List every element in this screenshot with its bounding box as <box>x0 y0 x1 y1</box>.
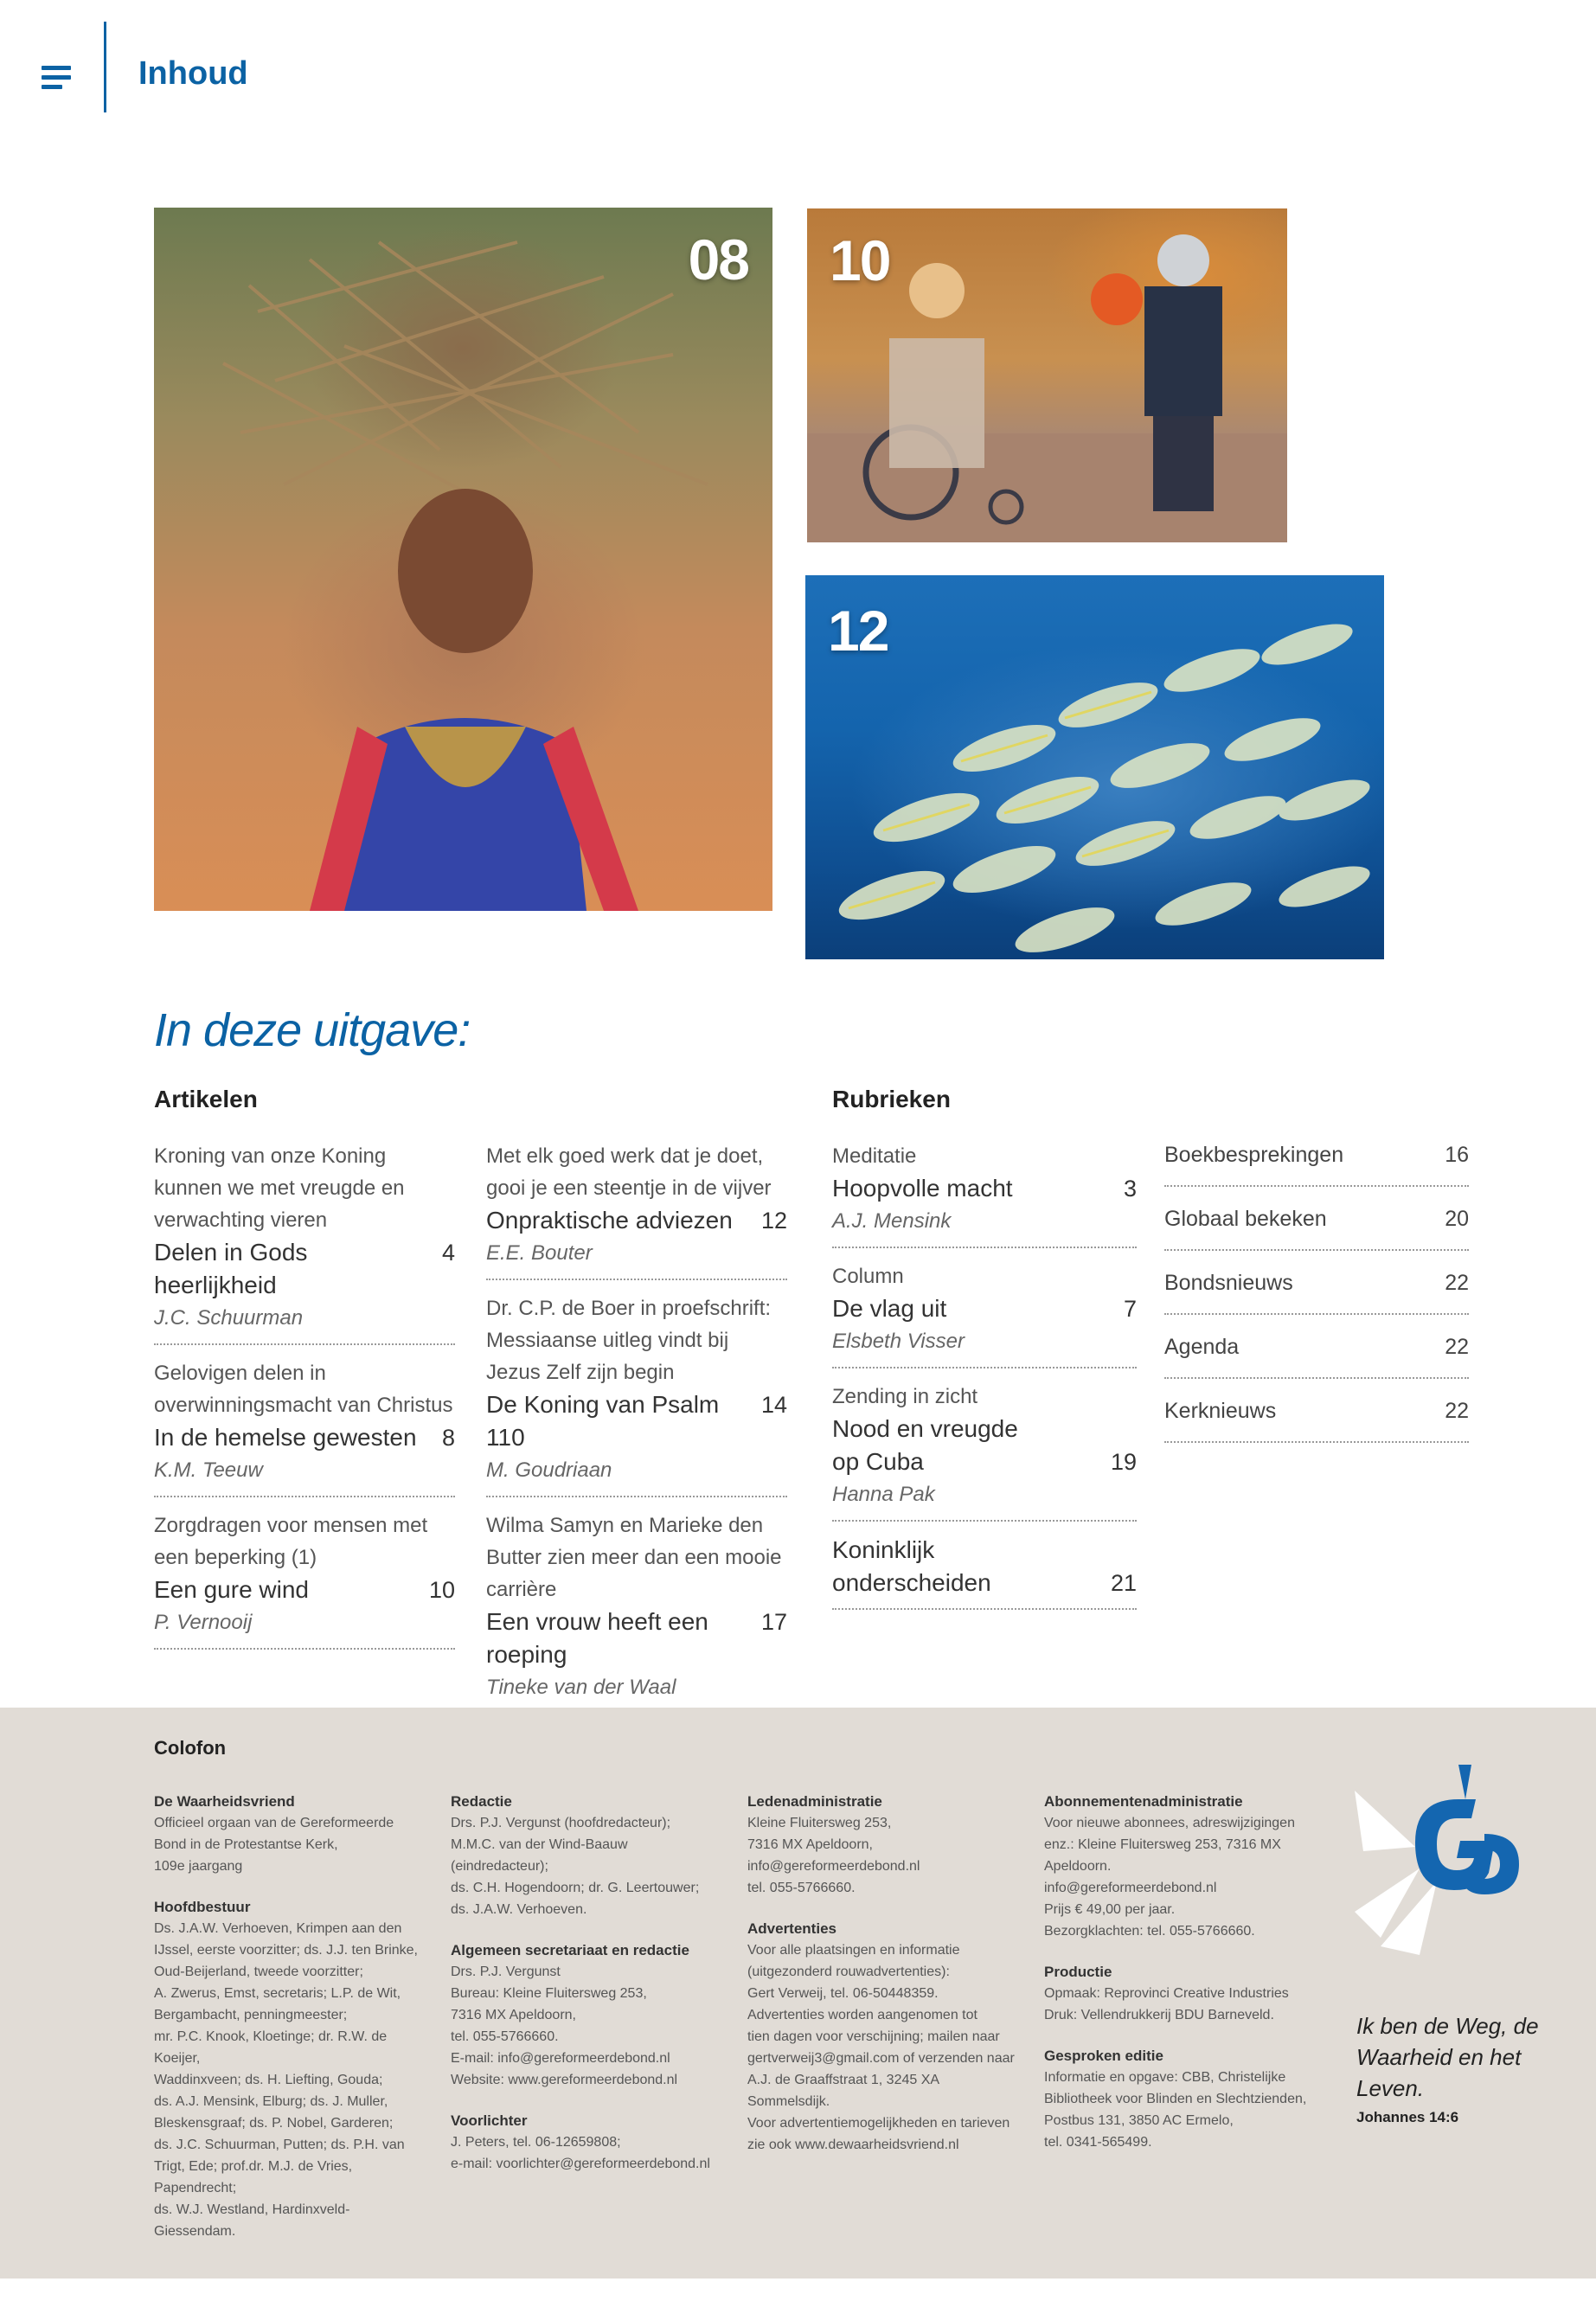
colofon-line: info@gereformeerdebond.nl <box>1044 1881 1217 1895</box>
colofon-block-heading: Hoofdbestuur <box>154 1899 251 1915</box>
entry-page: 14 <box>760 1392 787 1418</box>
colofon-line: Prijs € 49,00 per jaar. <box>1044 1902 1176 1917</box>
entry-intro: Column <box>832 1265 904 1288</box>
page-title: Inhoud <box>138 55 248 92</box>
colofon-line: Voor nieuwe abonnees, adreswijzigingen <box>1044 1816 1295 1830</box>
colofon-line: M.M.C. van der Wind-Baauw (eindredacteur); <box>451 1837 628 1874</box>
page-number-label: 12 <box>828 599 888 663</box>
colofon-line: 7316 MX Apeldoorn, <box>451 2008 576 2022</box>
toc-entry[interactable] <box>486 1509 787 1715</box>
entry-title: Een gure wind <box>154 1576 310 1603</box>
colofon-line: Trigt, Ede; prof.dr. M.J. de Vries, Papendrecht; <box>154 2159 353 2195</box>
colofon-block <box>154 1791 431 1877</box>
colofon-line: Bleskensgraaf; ds. P. Nobel, Garderen; <box>154 2116 394 2131</box>
colofon-line: Bond in de Protestantse Kerk, <box>154 1837 338 1852</box>
colofon-line: tel. 0341-565499. <box>1044 2135 1152 2150</box>
colofon-title: Colofon <box>154 1737 227 1759</box>
entry-title: Koninklijk onderscheiden <box>832 1536 991 1596</box>
colofon-line: ds. C.H. Hogendoorn; dr. G. Leertouwer; <box>451 1881 700 1895</box>
colofon-block <box>1044 1791 1321 1942</box>
entry-page: 22 <box>1445 1271 1469 1295</box>
entry-title: Delen in Gods heerlijkheid <box>154 1239 308 1298</box>
toc-entry[interactable] <box>832 1534 1137 1610</box>
colofon-line: Bureau: Kleine Fluitersweg 253, <box>451 1986 647 2001</box>
entry-intro: Zorgdragen voor mensen met een beperking (1) <box>154 1514 428 1569</box>
colofon-line: zie ook www.dewaarheidsvriend.nl <box>747 2138 959 2152</box>
page-number-label: 10 <box>830 228 890 292</box>
colofon-line: Officieel orgaan van de Gereformeerde <box>154 1816 394 1830</box>
photo-school-of-fish <box>805 575 1384 959</box>
colofon-block-heading: Voorlichter <box>451 2112 528 2129</box>
colofon-block <box>747 1791 1024 1899</box>
bible-quote-reference: Johannes 14:6 <box>1356 2109 1459 2125</box>
toc-entry[interactable] <box>154 1140 455 1345</box>
article-photo-tile-12[interactable] <box>805 575 1384 959</box>
colofon-panel <box>0 1708 1596 2279</box>
toc-entry[interactable] <box>486 1140 787 1280</box>
entry-page: 21 <box>1110 1570 1137 1596</box>
colofon-line: (uitgezonderd rouwadvertenties): <box>747 1965 950 1979</box>
colofon-line: Waddinxveen; ds. H. Liefting, Gouda; <box>154 2073 383 2087</box>
colofon-block <box>1044 2045 1321 2153</box>
colofon-line: Ds. J.A.W. Verhoeven, Krimpen aan den <box>154 1921 402 1936</box>
entry-title: Agenda <box>1164 1335 1240 1359</box>
entry-title: De vlag uit <box>832 1295 947 1322</box>
toc-entry[interactable] <box>832 1140 1137 1248</box>
colofon-block <box>154 1896 431 2242</box>
photo-girl-carrying-firewood <box>154 208 772 911</box>
colofon-column-1 <box>154 1791 431 2261</box>
article-photo-tile-08[interactable] <box>154 208 772 911</box>
colofon-line: mr. P.C. Knook, Kloetinge; dr. R.W. de Koeijer, <box>154 2029 388 2066</box>
entry-intro: Zending in zicht <box>832 1385 978 1408</box>
colofon-line: ds. W.J. Westland, Hardinxveld-Giessendam. <box>154 2202 350 2239</box>
toc-entry[interactable] <box>832 1381 1137 1522</box>
colofon-line: IJssel, eerste voorzitter; ds. J.J. ten Brinke, <box>154 1943 418 1958</box>
colofon-line: Postbus 131, 3850 AC Ermelo, <box>1044 2113 1234 2128</box>
toc-entry[interactable] <box>1164 1268 1469 1315</box>
colofon-line: ds. J.A.W. Verhoeven. <box>451 1902 587 1917</box>
colofon-block <box>1044 1961 1321 2026</box>
section-heading-rubrieken: Rubrieken <box>832 1086 951 1112</box>
toc-entry[interactable] <box>486 1292 787 1497</box>
colofon-block <box>451 1939 727 2091</box>
colofon-block-heading: Algemeen secretariaat en redactie <box>451 1942 689 1958</box>
entry-page: 10 <box>428 1577 455 1603</box>
entry-intro: Gelovigen delen in overwinningsmacht van Christus <box>154 1362 453 1417</box>
colofon-block <box>451 2110 727 2175</box>
entry-author: Elsbeth Visser <box>832 1330 965 1353</box>
colofon-line: info@gereformeerdebond.nl <box>747 1859 920 1874</box>
colofon-line: Advertenties worden aangenomen tot <box>747 2008 977 2022</box>
entry-author: Tineke van der Waal <box>486 1676 676 1699</box>
entry-intro: Dr. C.P. de Boer in proefschrift: Messiaanse uitleg vindt bij Jezus Zelf zijn begin <box>486 1297 772 1384</box>
colofon-line: Bergambacht, penningmeester; <box>154 2008 348 2022</box>
entry-page: 17 <box>760 1609 787 1635</box>
colofon-block <box>451 1791 727 1920</box>
article-photo-tile-10[interactable] <box>807 208 1287 542</box>
colofon-block-heading: Abonnementenadministratie <box>1044 1793 1243 1810</box>
section-heading-artikelen: Artikelen <box>154 1086 258 1112</box>
colofon-block-heading: De Waarheidsvriend <box>154 1793 295 1810</box>
colofon-line: Voor advertentiemogelijkheden en tarieven <box>747 2116 1010 2131</box>
entry-author: E.E. Bouter <box>486 1241 593 1265</box>
colofon-line: Bibliotheek voor Blinden en Slechtzienden, <box>1044 2092 1307 2106</box>
entry-title: Globaal bekeken <box>1164 1207 1327 1231</box>
toc-entry[interactable] <box>1164 1140 1469 1187</box>
entry-title: Boekbesprekingen <box>1164 1143 1344 1167</box>
entry-page: 22 <box>1445 1399 1469 1423</box>
colofon-line: gertverweij3@gmail.com of verzenden naar <box>747 2051 1015 2066</box>
entry-title: In de hemelse gewesten <box>154 1424 417 1451</box>
gereformeerde-bond-logo-icon <box>1355 1765 1528 1955</box>
colofon-line: e-mail: voorlichter@gereformeerdebond.nl <box>451 2157 710 2171</box>
colofon-line: Drs. P.J. Vergunst (hoofdredacteur); <box>451 1816 671 1830</box>
issue-heading: In deze uitgave: <box>154 1004 471 1056</box>
entry-title: Onpraktische adviezen <box>486 1207 733 1234</box>
colofon-line: 7316 MX Apeldoorn, <box>747 1837 873 1852</box>
colofon-line: tel. 055-5766660. <box>451 2029 559 2044</box>
colofon-line: Bezorgklachten: tel. 055-5766660. <box>1044 1924 1255 1939</box>
colofon-column-3 <box>747 1791 1024 2175</box>
rubrieken-column-1 <box>832 1140 1137 1622</box>
colofon-line: tel. 055-5766660. <box>747 1881 856 1895</box>
colofon-line: Drs. P.J. Vergunst <box>451 1965 561 1979</box>
entry-author: J.C. Schuurman <box>154 1306 304 1330</box>
colofon-block-heading: Ledenadministratie <box>747 1793 882 1810</box>
hamburger-menu-icon[interactable] <box>42 66 73 90</box>
colofon-line: Apeldoorn. <box>1044 1859 1112 1874</box>
toc-entry[interactable] <box>154 1509 455 1650</box>
entry-author: M. Goudriaan <box>486 1458 612 1482</box>
colofon-line: ds. A.J. Mensink, Elburg; ds. J. Muller, <box>154 2094 388 2109</box>
colofon-line: J. Peters, tel. 06-12659808; <box>451 2135 621 2150</box>
colofon-block-heading: Productie <box>1044 1964 1112 1980</box>
colofon-line: Website: www.gereformeerdebond.nl <box>451 2073 678 2087</box>
entry-author: A.J. Mensink <box>832 1209 952 1233</box>
entry-title: Bondsnieuws <box>1164 1271 1293 1295</box>
toc-entry[interactable] <box>832 1260 1137 1368</box>
entry-page: 3 <box>1123 1176 1137 1202</box>
artikelen-column-1 <box>154 1140 455 1662</box>
colofon-line: Opmaak: Reprovinci Creative Industries <box>1044 1986 1289 2001</box>
toc-entry[interactable] <box>1164 1332 1469 1379</box>
entry-page: 8 <box>441 1425 455 1451</box>
colofon-block <box>747 1918 1024 2156</box>
colofon-line: enz.: Kleine Fluitersweg 253, 7316 MX <box>1044 1837 1281 1852</box>
entry-author: K.M. Teeuw <box>154 1458 263 1482</box>
colofon-block-heading: Redactie <box>451 1793 512 1810</box>
entry-page: 4 <box>441 1240 455 1266</box>
toc-entry[interactable] <box>154 1357 455 1497</box>
colofon-line: Gert Verweij, tel. 06-50448359. <box>747 1986 939 2001</box>
entry-intro: Wilma Samyn en Marieke den Butter zien meer dan een mooie carrière <box>486 1514 782 1601</box>
entry-title: Hoopvolle macht <box>832 1175 1013 1202</box>
colofon-block-heading: Advertenties <box>747 1920 836 1937</box>
colofon-line: Kleine Fluitersweg 253, <box>747 1816 892 1830</box>
toc-entry[interactable] <box>1164 1396 1469 1443</box>
colofon-column-2 <box>451 1791 727 2194</box>
colofon-line: A.J. de Graaffstraat 1, 3245 XA Sommelsdijk. <box>747 2073 939 2109</box>
entry-intro: Meditatie <box>832 1144 917 1168</box>
toc-entry[interactable] <box>1164 1204 1469 1251</box>
colofon-line: A. Zwerus, Emst, secretaris; L.P. de Wit, <box>154 1986 401 2001</box>
entry-intro: Kroning van onze Koning kunnen we met vreugde en verwachting vieren <box>154 1144 405 1232</box>
colofon-column-4 <box>1044 1791 1321 2172</box>
colofon-line: Druk: Vellendrukkerij BDU Barneveld. <box>1044 2008 1274 2022</box>
entry-page: 22 <box>1445 1335 1469 1359</box>
entry-page: 7 <box>1123 1296 1137 1322</box>
entry-page: 20 <box>1445 1207 1469 1231</box>
entry-title: Nood en vreugde op Cuba <box>832 1415 1018 1475</box>
colofon-line: Voor alle plaatsingen en informatie <box>747 1943 960 1958</box>
entry-page: 19 <box>1110 1449 1137 1475</box>
bible-quote: Ik ben de Weg, de Waarheid en het Leven. <box>1356 2013 1539 2101</box>
rubrieken-column-2 <box>1164 1140 1469 1460</box>
artikelen-column-2 <box>486 1140 787 1727</box>
colofon-line: E-mail: info@gereformeerdebond.nl <box>451 2051 670 2066</box>
colofon-block-heading: Gesproken editie <box>1044 2048 1163 2064</box>
entry-author: Hanna Pak <box>832 1483 935 1506</box>
colofon-line: ds. J.C. Schuurman, Putten; ds. P.H. van <box>154 2138 405 2152</box>
entry-author: P. Vernooij <box>154 1611 253 1634</box>
colofon-line: Oud-Beijerland, tweede voorzitter; <box>154 1965 363 1979</box>
entry-intro: Met elk goed werk dat je doet, gooi je een steentje in de vijver <box>486 1144 772 1200</box>
header-divider <box>104 22 106 112</box>
entry-page: 16 <box>1445 1143 1469 1167</box>
entry-title: Een vrouw heeft een roeping <box>486 1608 708 1668</box>
colofon-line: 109e jaargang <box>154 1859 243 1874</box>
colofon-line: tien dagen voor verschijning; mailen naar <box>747 2029 1000 2044</box>
entry-title: Kerknieuws <box>1164 1399 1277 1423</box>
entry-page: 12 <box>760 1208 787 1234</box>
page-number-label: 08 <box>688 228 748 292</box>
colofon-line: Informatie en opgave: CBB, Christelijke <box>1044 2070 1286 2085</box>
entry-title: De Koning van Psalm 110 <box>486 1391 720 1451</box>
